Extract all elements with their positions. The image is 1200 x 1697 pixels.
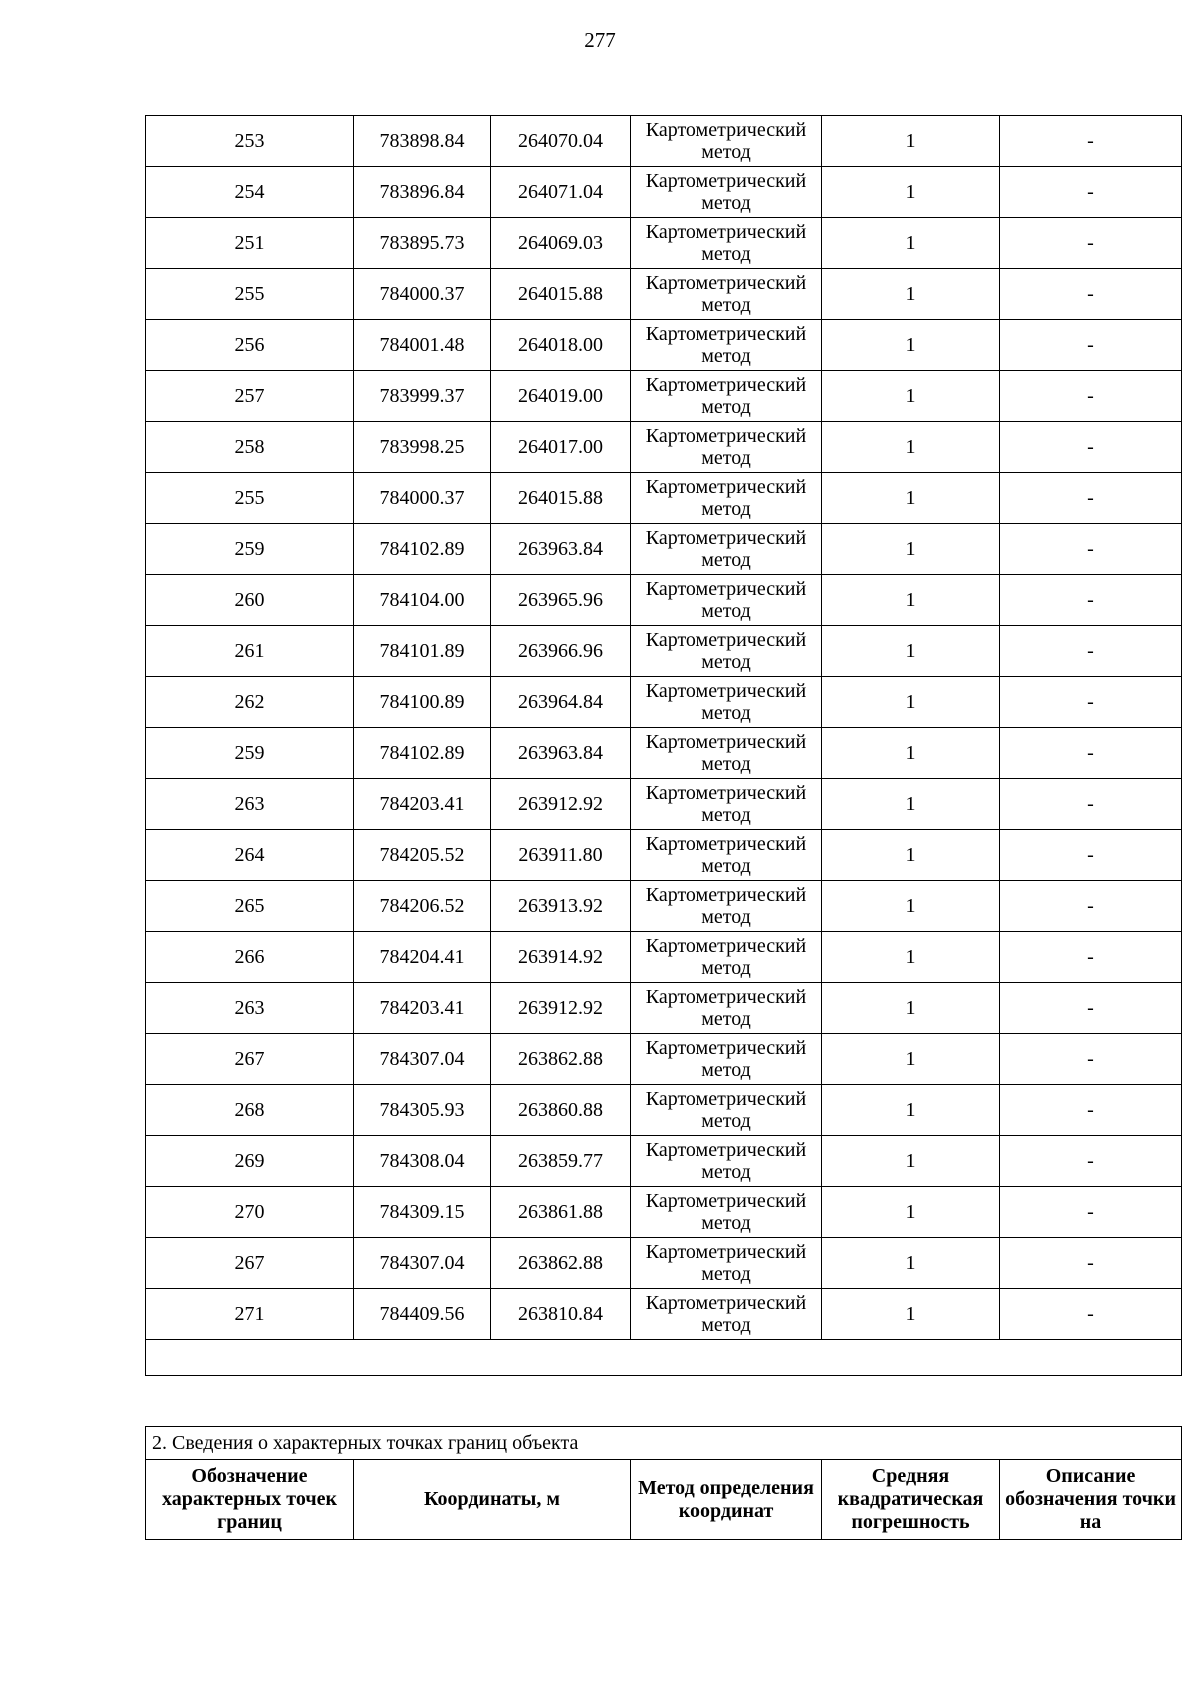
point-cell: 267 <box>146 1238 354 1289</box>
method-cell: Картометрический метод <box>631 677 822 728</box>
description-cell: - <box>1000 1034 1182 1085</box>
y-coordinate-cell: 263914.92 <box>491 932 631 983</box>
x-coordinate-cell: 784307.04 <box>354 1238 491 1289</box>
y-coordinate-cell: 263862.88 <box>491 1238 631 1289</box>
y-coordinate-cell: 263860.88 <box>491 1085 631 1136</box>
y-coordinate-cell: 264070.04 <box>491 116 631 167</box>
x-coordinate-cell: 784203.41 <box>354 983 491 1034</box>
y-coordinate-cell: 263963.84 <box>491 524 631 575</box>
table-row <box>146 1238 1182 1289</box>
y-coordinate-cell: 263966.96 <box>491 626 631 677</box>
coordinates-table-body <box>146 116 1182 1376</box>
y-coordinate-cell: 263912.92 <box>491 983 631 1034</box>
error-cell: 1 <box>822 575 1000 626</box>
error-cell: 1 <box>822 524 1000 575</box>
description-cell: - <box>1000 779 1182 830</box>
description-cell: - <box>1000 575 1182 626</box>
table-row <box>146 320 1182 371</box>
y-coordinate-cell: 264071.04 <box>491 167 631 218</box>
error-cell: 1 <box>822 116 1000 167</box>
table-row <box>146 881 1182 932</box>
error-cell: 1 <box>822 167 1000 218</box>
method-cell: Картометрический метод <box>631 779 822 830</box>
description-cell: - <box>1000 1136 1182 1187</box>
page-number: 277 <box>584 28 616 52</box>
x-coordinate-cell: 784104.00 <box>354 575 491 626</box>
table-row <box>146 167 1182 218</box>
table-row <box>146 116 1182 167</box>
method-cell: Картометрический метод <box>631 881 822 932</box>
table-row <box>146 524 1182 575</box>
point-cell: 269 <box>146 1136 354 1187</box>
description-cell: - <box>1000 269 1182 320</box>
method-cell: Картометрический метод <box>631 1289 822 1340</box>
point-cell: 255 <box>146 473 354 524</box>
table-row <box>146 983 1182 1034</box>
y-coordinate-cell: 263964.84 <box>491 677 631 728</box>
point-cell: 263 <box>146 983 354 1034</box>
y-coordinate-cell: 263963.84 <box>491 728 631 779</box>
error-cell: 1 <box>822 1034 1000 1085</box>
error-cell: 1 <box>822 728 1000 779</box>
method-cell: Картометрический метод <box>631 269 822 320</box>
x-coordinate-cell: 784000.37 <box>354 473 491 524</box>
y-coordinate-cell: 264019.00 <box>491 371 631 422</box>
table-row <box>146 728 1182 779</box>
y-coordinate-cell: 263912.92 <box>491 779 631 830</box>
description-cell: - <box>1000 626 1182 677</box>
error-cell: 1 <box>822 626 1000 677</box>
point-cell: 253 <box>146 116 354 167</box>
header-description: Описание обозначения точки на <box>1000 1460 1182 1540</box>
method-cell: Картометрический метод <box>631 983 822 1034</box>
description-cell: - <box>1000 167 1182 218</box>
description-cell: - <box>1000 677 1182 728</box>
method-cell: Картометрический метод <box>631 218 822 269</box>
error-cell: 1 <box>822 269 1000 320</box>
table-row <box>146 779 1182 830</box>
error-cell: 1 <box>822 932 1000 983</box>
section-2-table <box>145 1426 1182 1540</box>
description-cell: - <box>1000 320 1182 371</box>
table-row <box>146 473 1182 524</box>
description-cell: - <box>1000 524 1182 575</box>
table-row <box>146 1034 1182 1085</box>
description-cell: - <box>1000 1289 1182 1340</box>
point-cell: 258 <box>146 422 354 473</box>
y-coordinate-cell: 264015.88 <box>491 269 631 320</box>
error-cell: 1 <box>822 1289 1000 1340</box>
empty-row <box>146 1340 1182 1376</box>
method-cell: Картометрический метод <box>631 524 822 575</box>
table-row <box>146 1085 1182 1136</box>
table-row <box>146 1136 1182 1187</box>
error-cell: 1 <box>822 218 1000 269</box>
error-cell: 1 <box>822 830 1000 881</box>
method-cell: Картометрический метод <box>631 473 822 524</box>
description-cell: - <box>1000 1238 1182 1289</box>
y-coordinate-cell: 263911.80 <box>491 830 631 881</box>
error-cell: 1 <box>822 320 1000 371</box>
section-title: 2. Сведения о характерных точках границ объекта <box>146 1427 1182 1460</box>
description-cell: - <box>1000 983 1182 1034</box>
table-row <box>146 1187 1182 1238</box>
x-coordinate-cell: 784101.89 <box>354 626 491 677</box>
x-coordinate-cell: 784001.48 <box>354 320 491 371</box>
point-cell: 266 <box>146 932 354 983</box>
table-row <box>146 422 1182 473</box>
y-coordinate-cell: 263861.88 <box>491 1187 631 1238</box>
empty-cell <box>146 1340 1182 1376</box>
y-coordinate-cell: 263859.77 <box>491 1136 631 1187</box>
method-cell: Картометрический метод <box>631 1085 822 1136</box>
point-cell: 265 <box>146 881 354 932</box>
description-cell: - <box>1000 422 1182 473</box>
method-cell: Картометрический метод <box>631 830 822 881</box>
x-coordinate-cell: 784409.56 <box>354 1289 491 1340</box>
error-cell: 1 <box>822 1187 1000 1238</box>
y-coordinate-cell: 263862.88 <box>491 1034 631 1085</box>
table-row <box>146 371 1182 422</box>
error-cell: 1 <box>822 881 1000 932</box>
error-cell: 1 <box>822 677 1000 728</box>
x-coordinate-cell: 784000.37 <box>354 269 491 320</box>
description-cell: - <box>1000 218 1182 269</box>
method-cell: Картометрический метод <box>631 320 822 371</box>
header-points: Обозначение характерных точек границ <box>146 1460 354 1540</box>
x-coordinate-cell: 784309.15 <box>354 1187 491 1238</box>
method-cell: Картометрический метод <box>631 371 822 422</box>
description-cell: - <box>1000 830 1182 881</box>
point-cell: 270 <box>146 1187 354 1238</box>
x-coordinate-cell: 783895.73 <box>354 218 491 269</box>
description-cell: - <box>1000 473 1182 524</box>
table-row <box>146 218 1182 269</box>
point-cell: 251 <box>146 218 354 269</box>
error-cell: 1 <box>822 1085 1000 1136</box>
method-cell: Картометрический метод <box>631 626 822 677</box>
point-cell: 262 <box>146 677 354 728</box>
y-coordinate-cell: 264015.88 <box>491 473 631 524</box>
x-coordinate-cell: 784308.04 <box>354 1136 491 1187</box>
description-cell: - <box>1000 881 1182 932</box>
method-cell: Картометрический метод <box>631 575 822 626</box>
error-cell: 1 <box>822 422 1000 473</box>
x-coordinate-cell: 783898.84 <box>354 116 491 167</box>
x-coordinate-cell: 784102.89 <box>354 524 491 575</box>
method-cell: Картометрический метод <box>631 116 822 167</box>
description-cell: - <box>1000 116 1182 167</box>
description-cell: - <box>1000 371 1182 422</box>
error-cell: 1 <box>822 779 1000 830</box>
x-coordinate-cell: 784206.52 <box>354 881 491 932</box>
point-cell: 256 <box>146 320 354 371</box>
point-cell: 267 <box>146 1034 354 1085</box>
table-row <box>146 626 1182 677</box>
point-cell: 264 <box>146 830 354 881</box>
y-coordinate-cell: 263965.96 <box>491 575 631 626</box>
description-cell: - <box>1000 728 1182 779</box>
header-method: Метод определения координат <box>631 1460 822 1540</box>
y-coordinate-cell: 264069.03 <box>491 218 631 269</box>
x-coordinate-cell: 784102.89 <box>354 728 491 779</box>
y-coordinate-cell: 263810.84 <box>491 1289 631 1340</box>
error-cell: 1 <box>822 473 1000 524</box>
method-cell: Картометрический метод <box>631 932 822 983</box>
x-coordinate-cell: 783998.25 <box>354 422 491 473</box>
y-coordinate-cell: 264018.00 <box>491 320 631 371</box>
point-cell: 271 <box>146 1289 354 1340</box>
y-coordinate-cell: 264017.00 <box>491 422 631 473</box>
x-coordinate-cell: 784305.93 <box>354 1085 491 1136</box>
method-cell: Картометрический метод <box>631 422 822 473</box>
point-cell: 257 <box>146 371 354 422</box>
section-header-row <box>146 1460 1182 1540</box>
method-cell: Картометрический метод <box>631 167 822 218</box>
x-coordinate-cell: 783896.84 <box>354 167 491 218</box>
header-error: Средняя квадратическая погрешность <box>822 1460 1000 1540</box>
method-cell: Картометрический метод <box>631 1187 822 1238</box>
point-cell: 254 <box>146 167 354 218</box>
method-cell: Картометрический метод <box>631 1136 822 1187</box>
x-coordinate-cell: 784203.41 <box>354 779 491 830</box>
x-coordinate-cell: 784307.04 <box>354 1034 491 1085</box>
point-cell: 260 <box>146 575 354 626</box>
table-row <box>146 932 1182 983</box>
description-cell: - <box>1000 1187 1182 1238</box>
point-cell: 255 <box>146 269 354 320</box>
description-cell: - <box>1000 932 1182 983</box>
table-row <box>146 269 1182 320</box>
method-cell: Картометрический метод <box>631 1238 822 1289</box>
error-cell: 1 <box>822 983 1000 1034</box>
y-coordinate-cell: 263913.92 <box>491 881 631 932</box>
method-cell: Картометрический метод <box>631 728 822 779</box>
point-cell: 263 <box>146 779 354 830</box>
description-cell: - <box>1000 1085 1182 1136</box>
table-row <box>146 677 1182 728</box>
error-cell: 1 <box>822 1136 1000 1187</box>
header-coordinates: Координаты, м <box>354 1460 631 1540</box>
point-cell: 268 <box>146 1085 354 1136</box>
x-coordinate-cell: 783999.37 <box>354 371 491 422</box>
coordinates-table <box>145 115 1182 1376</box>
table-row <box>146 1289 1182 1340</box>
table-row <box>146 830 1182 881</box>
method-cell: Картометрический метод <box>631 1034 822 1085</box>
x-coordinate-cell: 784205.52 <box>354 830 491 881</box>
x-coordinate-cell: 784204.41 <box>354 932 491 983</box>
error-cell: 1 <box>822 1238 1000 1289</box>
error-cell: 1 <box>822 371 1000 422</box>
table-row <box>146 575 1182 626</box>
point-cell: 259 <box>146 728 354 779</box>
point-cell: 259 <box>146 524 354 575</box>
x-coordinate-cell: 784100.89 <box>354 677 491 728</box>
point-cell: 261 <box>146 626 354 677</box>
